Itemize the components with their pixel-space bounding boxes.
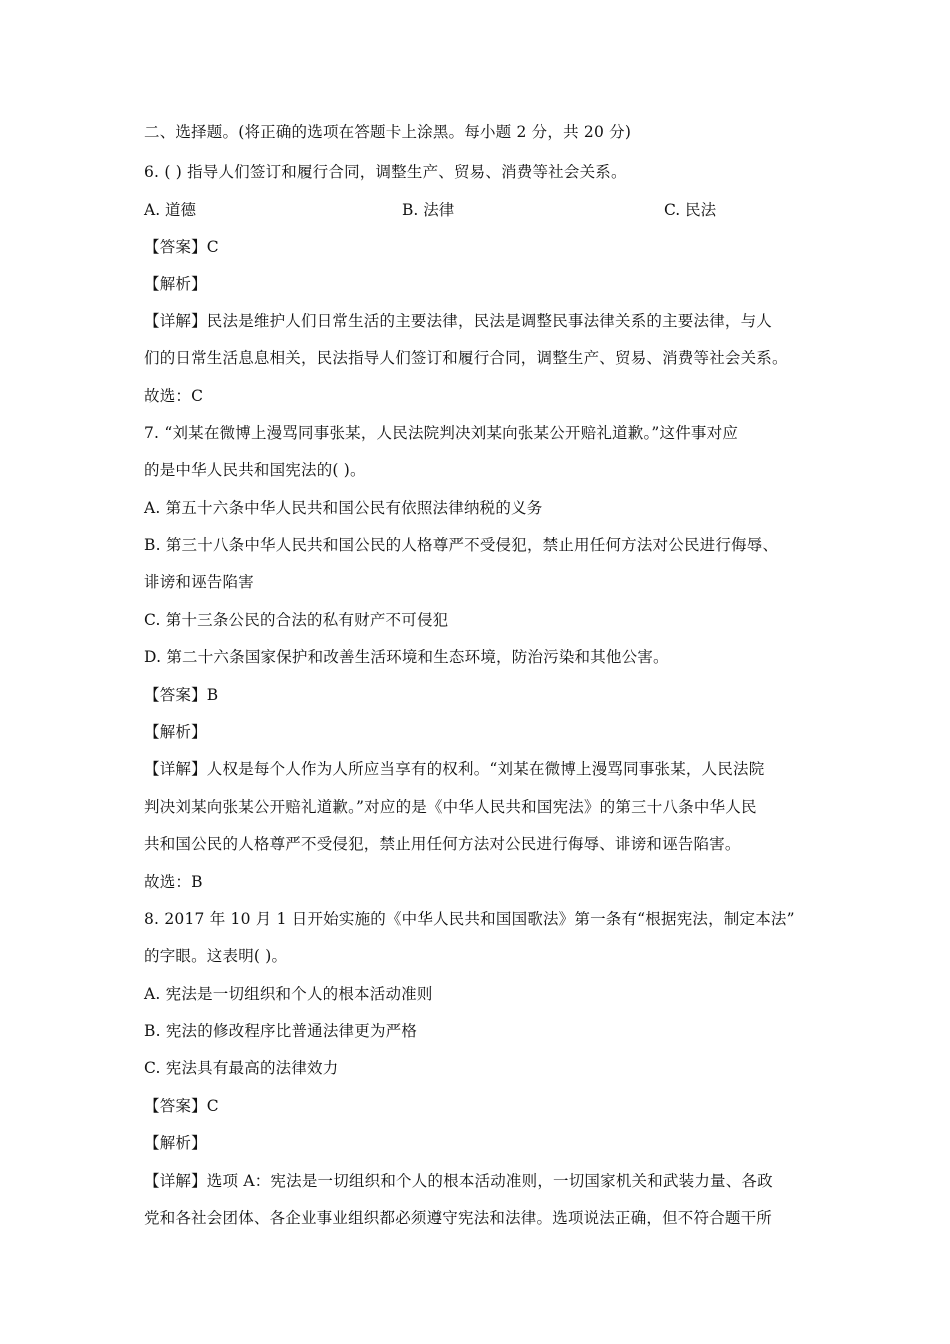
q6-stem: 6. ( ) 指导人们签订和履行合同，调整生产、贸易、消费等社会关系。	[144, 163, 627, 181]
q7-stem-line: 7. “刘某在微博上漫骂同事张某，人民法院判决刘某向张某公开赔礼道歉。”这件事对应	[144, 424, 739, 442]
section-heading: 二、选择题。(将正确的选项在答题卡上涂黑。每小题 2 分，共 20 分)	[144, 123, 632, 141]
q8-option-a: A. 宪法是一切组织和个人的根本活动准则	[144, 985, 433, 1003]
q6-answer: 【答案】C	[144, 238, 219, 256]
q6-detail-line: 们的日常生活息息相关，民法指导人们签订和履行合同，调整生产、贸易、消费等社会关系。	[144, 349, 788, 367]
q6-option-a: A. 道德	[144, 201, 197, 219]
q7-option-c: C. 第十三条公民的合法的私有财产不可侵犯	[144, 611, 449, 629]
q6-choice: 故选：C	[144, 387, 204, 405]
q7-option-b: B. 第三十八条中华人民共和国公民的人格尊严不受侵犯，禁止用任何方法对公民进行侮辱、	[144, 536, 779, 554]
q6-analysis-label: 【解析】	[144, 275, 207, 293]
q7-analysis-label: 【解析】	[144, 723, 207, 741]
q8-detail-line: 党和各社会团体、各企业事业组织都必须遵守宪法和法律。选项说法正确，但不符合题干所	[144, 1209, 773, 1227]
q8-answer: 【答案】C	[144, 1097, 219, 1115]
q8-analysis-label: 【解析】	[144, 1134, 207, 1152]
q8-detail-line: 【详解】选项 A：宪法是一切组织和个人的根本活动准则，一切国家机关和武装力量、各政	[144, 1172, 773, 1190]
q8-stem-line: 8. 2017 年 10 月 1 日开始实施的《中华人民共和国国歌法》第一条有“根据宪法，制定本法”	[144, 910, 795, 928]
q7-stem-line: 的是中华人民共和国宪法的( )。	[144, 461, 366, 479]
q6-option-c: C. 民法	[664, 201, 717, 219]
q7-choice: 故选：B	[144, 873, 203, 891]
q8-option-b: B. 宪法的修改程序比普通法律更为严格	[144, 1022, 418, 1040]
q7-option-b-continued: 诽谤和诬告陷害	[144, 573, 254, 591]
q8-option-c: C. 宪法具有最高的法律效力	[144, 1059, 339, 1077]
q6-detail-line: 【详解】民法是维护人们日常生活的主要法律，民法是调整民事法律关系的主要法律，与人	[144, 312, 773, 330]
q8-stem-line: 的字眼。这表明( )。	[144, 947, 288, 965]
q7-option-d: D. 第二十六条国家保护和改善生活环境和生态环境，防治污染和其他公害。	[144, 648, 669, 666]
q7-detail-line: 【详解】人权是每个人作为人所应当享有的权利。“刘某在微博上漫骂同事张某，人民法院	[144, 760, 765, 778]
q6-option-b: B. 法律	[402, 201, 455, 219]
q7-answer: 【答案】B	[144, 686, 219, 704]
q7-option-a: A. 第五十六条中华人民共和国公民有依照法律纳税的义务	[144, 499, 543, 517]
q7-detail-line: 共和国公民的人格尊严不受侵犯，禁止用任何方法对公民进行侮辱、诽谤和诬告陷害。	[144, 835, 741, 853]
q7-detail-line: 判决刘某向张某公开赔礼道歉。”对应的是《中华人民共和国宪法》的第三十八条中华人民	[144, 798, 757, 816]
